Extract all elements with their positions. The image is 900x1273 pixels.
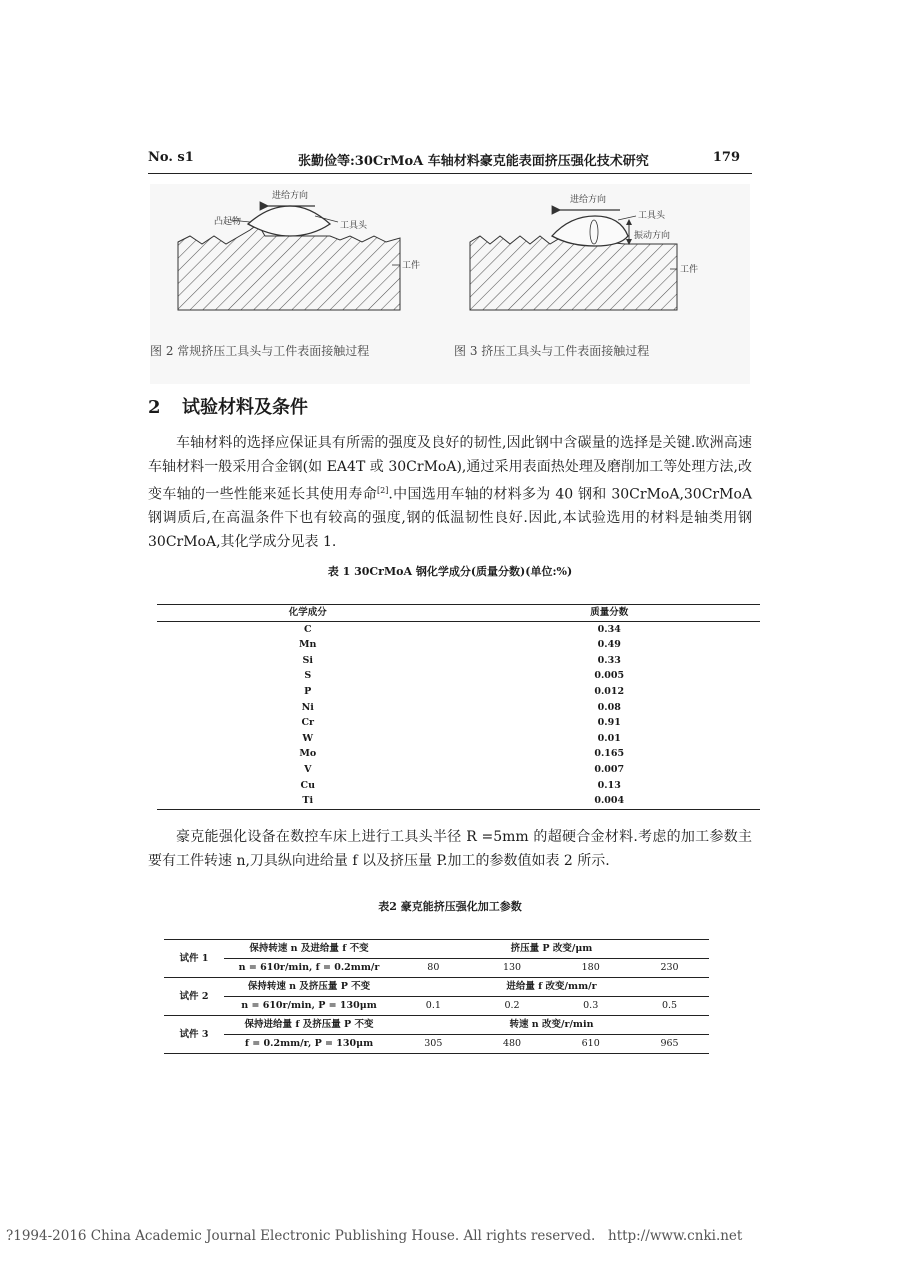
value-cell: 0.5 xyxy=(661,1000,678,1011)
element-cell: P xyxy=(304,685,312,697)
value-cell: 480 xyxy=(502,1038,522,1049)
footer-url[interactable]: http://www.cnki.net xyxy=(608,1228,743,1244)
table-row xyxy=(157,778,760,794)
value-cell: 0.004 xyxy=(594,795,625,807)
fig2-workpiece-label: 工件 xyxy=(402,261,421,271)
table-row xyxy=(164,978,709,997)
value-cell: 0.34 xyxy=(597,623,621,635)
value-cell: 230 xyxy=(660,962,679,973)
table-row xyxy=(157,684,760,700)
fig2-feed-direction: 进给方向 xyxy=(271,191,309,201)
table-row xyxy=(157,731,760,747)
element-cell: V xyxy=(304,763,312,775)
specimen-label: 试件 1 xyxy=(179,952,209,964)
table-row xyxy=(164,1016,709,1035)
value-cell: 0.005 xyxy=(594,670,625,682)
citation-ref: [2] xyxy=(377,486,389,495)
table-row xyxy=(164,940,709,959)
value-cell: 0.01 xyxy=(597,732,621,744)
table-row xyxy=(157,762,760,778)
value-cell: 0.1 xyxy=(425,1000,441,1011)
variable-header: 进给量 f 改变/mm/r xyxy=(394,978,709,997)
element-cell: Ti xyxy=(302,795,314,807)
fig3-feed-direction: 进给方向 xyxy=(570,195,607,205)
figure-panel xyxy=(150,184,750,384)
table-row xyxy=(157,700,760,716)
copyright-notice: ?1994-2016 China Academic Journal Electronic Publishing House. All rights reserved. xyxy=(6,1228,596,1244)
value-cell: 0.3 xyxy=(583,1000,599,1011)
condition-values: n = 610r/min, f = 0.2mm/r xyxy=(238,962,380,973)
element-cell: C xyxy=(303,623,312,635)
value-cell: 80 xyxy=(427,962,440,973)
section-title: 试验材料及条件 xyxy=(182,397,308,418)
table-row xyxy=(157,715,760,731)
table-2 xyxy=(164,939,709,1054)
value-cell: 0.165 xyxy=(594,748,625,760)
figure-2-diagram xyxy=(178,189,420,310)
figure-2-caption: 图 2 常规挤压工具头与工件表面接触过程 xyxy=(150,344,370,358)
table-row xyxy=(157,746,760,762)
paragraph-2-text: 豪克能强化设备在数控车床上进行工具头半径 R =5mm 的超硬合金材料.考虑的加工参数主要有工件转速 n,刀具纵向进给量 f 以及挤压量 P.加工的参数值如表 2 所示. xyxy=(148,829,752,869)
paragraph-1 xyxy=(148,432,752,554)
value-cell: 610 xyxy=(581,1038,600,1049)
table-2-caption: 表2 豪克能挤压强化加工参数 xyxy=(378,900,522,913)
value-cell: 0.2 xyxy=(504,1000,520,1011)
value-cell: 130 xyxy=(502,962,522,973)
table-row xyxy=(164,997,709,1016)
condition-cell: 保持转速 n 及挤压量 P 不变 xyxy=(224,978,394,997)
issue-number: No. s1 xyxy=(148,150,194,165)
specimen-label: 试件 2 xyxy=(179,990,209,1002)
fig3-tool-head-label: 工具头 xyxy=(638,211,666,221)
figure-3-diagram xyxy=(470,193,698,310)
element-cell: Ni xyxy=(301,701,314,713)
variable-header: 挤压量 P 改变/μm xyxy=(394,940,709,959)
fig3-workpiece-label: 工件 xyxy=(680,265,699,275)
fig2-tool-head-label: 工具头 xyxy=(340,221,368,231)
page-number: 179 xyxy=(712,150,740,165)
table-header-cell: 质量分数 xyxy=(590,607,629,618)
figure-3-caption: 图 3 挤压工具头与工件表面接触过程 xyxy=(454,344,650,358)
paragraph-2 xyxy=(148,826,752,873)
variable-header: 转速 n 改变/r/min xyxy=(394,1016,709,1035)
table-1 xyxy=(157,604,760,810)
value-cell: 305 xyxy=(424,1038,443,1049)
table-row xyxy=(157,621,760,637)
table-row xyxy=(157,637,760,653)
table-row xyxy=(164,959,709,978)
table-header-row xyxy=(157,605,760,622)
value-cell: 180 xyxy=(581,962,600,973)
element-cell: S xyxy=(304,670,312,682)
running-title: 张勤俭等:30CrMoA 车轴材料豪克能表面挤压强化技术研究 xyxy=(298,154,649,169)
element-cell: Mn xyxy=(299,639,317,651)
element-cell: Si xyxy=(302,654,313,666)
value-cell: 0.49 xyxy=(597,639,621,651)
paragraph-1-tail: .中国选用车轴的材料多为 40 钢和 30CrMoA,30CrMoA 钢调质后,在高温条件下也有较高的强度,钢的低温韧性良好.因此,本试验选用的材料是轴类用钢 30CrMoA,其化学成分见表 1. xyxy=(148,486,752,550)
section-number: 2 xyxy=(148,397,161,418)
element-cell: Cu xyxy=(300,779,315,791)
table-row xyxy=(157,793,760,809)
section-heading xyxy=(148,393,308,419)
table-row xyxy=(164,1035,709,1054)
running-head xyxy=(148,150,752,172)
condition-cell: 保持进给量 f 及挤压量 P 不变 xyxy=(224,1016,394,1035)
paragraph-1-text: 车轴材料的选择应保证具有所需的强度及良好的韧性,因此钢中含碳量的选择是关键.欧洲高速车轴材料一般采用合金钢(如 EA4T 或 30CrMoA),通过采用表面热处理及磨削加工等处理方法,改变车轴的一些性能来延长其使用寿命 xyxy=(148,435,752,503)
table-header-cell: 化学成分 xyxy=(288,607,327,618)
value-cell: 0.012 xyxy=(594,685,625,697)
value-cell: 0.33 xyxy=(597,654,621,666)
value-cell: 965 xyxy=(660,1038,679,1049)
fig3-vibration-label: 振动方向 xyxy=(634,231,671,241)
element-cell: Cr xyxy=(301,717,315,729)
value-cell: 0.13 xyxy=(597,779,621,791)
value-cell: 0.91 xyxy=(597,717,621,729)
condition-values: f = 0.2mm/r, P = 130μm xyxy=(244,1038,374,1049)
value-cell: 0.007 xyxy=(594,763,625,775)
element-cell: Mo xyxy=(299,748,317,760)
fig2-bump-label: 凸起物 xyxy=(214,217,242,227)
table-row xyxy=(157,653,760,669)
table-row xyxy=(157,668,760,684)
condition-cell: 保持转速 n 及进给量 f 不变 xyxy=(224,940,394,959)
specimen-label: 试件 3 xyxy=(164,1016,224,1054)
table-1-caption: 表 1 30CrMoA 钢化学成分(质量分数)(单位:%) xyxy=(327,565,573,578)
element-cell: W xyxy=(302,732,314,744)
condition-values: n = 610r/min, P = 130μm xyxy=(241,1000,377,1011)
header-rule xyxy=(148,173,752,174)
value-cell: 0.08 xyxy=(597,701,621,713)
